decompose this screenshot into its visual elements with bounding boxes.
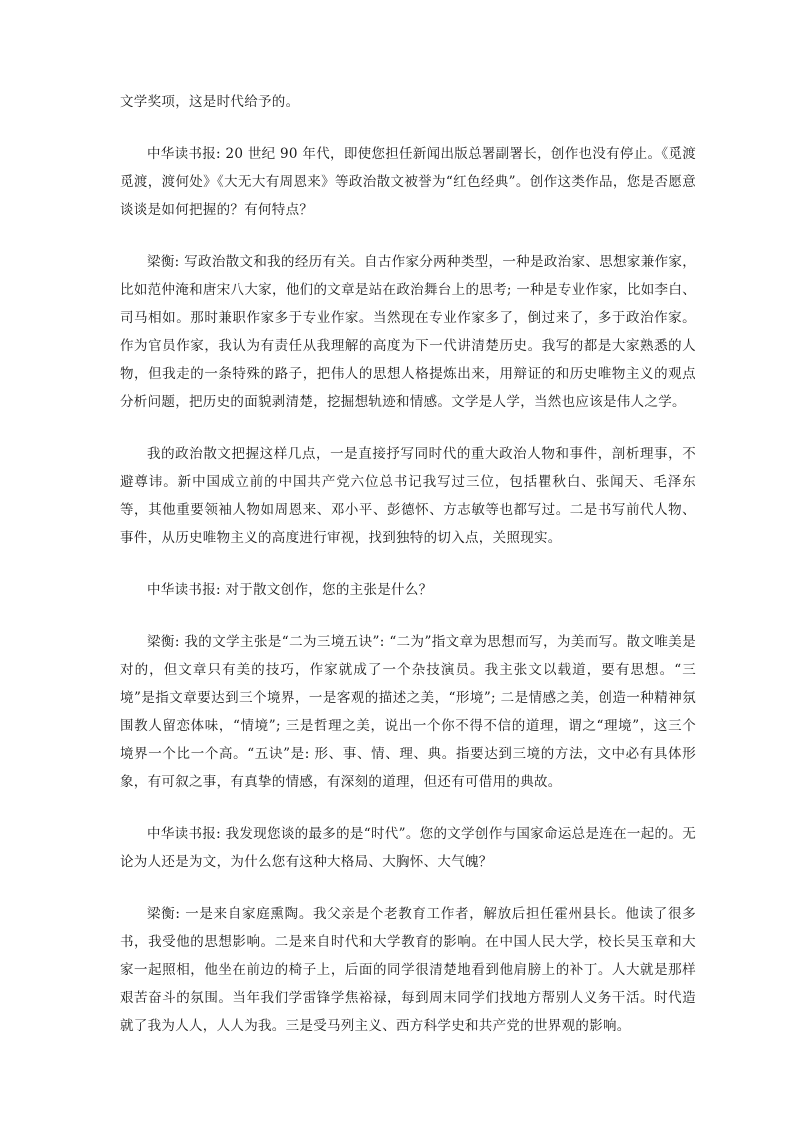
paragraph-question-era: 中华读书报: 我发现您谈的最多的是“时代”。您的文学创作与国家命运总是连在一起的。无论为人还是为文，为什么您有这种大格局、大胸怀、大气魄？ bbox=[120, 826, 696, 870]
document-page bbox=[120, 88, 696, 1064]
paragraph-question-prose-stance: 中华读书报: 对于散文创作，您的主张是什么？ bbox=[147, 582, 433, 598]
paragraph-award-continuation: 文学奖项，这是时代给予的。 bbox=[120, 94, 300, 110]
paragraph-answer-prose-stance: 梁衡: 我的文学主张是“二为三境五诀”: “二为”指文章为思想而写，为美而写。散文唯美是对的，但文章只有美的技巧，作家就成了一个杂技演员。我主张文以载道，要有思想。“三境”是指文章要达到三个境界，一是客观的描述之美，“形境”; 二是情感之美，创造一种精神氛围教人留恋体味，“情境”; 三是哲理之美，说出一个你不得不信的道理，谓之“理境”，这三个境界一个比一个高。“五诀”是: 形、事、情、理、典。指要达到三境的方法，文中必有具体形象，有可叙之事，有真挚的情感，有深刻的道理，但还有可借用的典故。 bbox=[120, 634, 696, 790]
paragraph-answer-political-prose: 梁衡: 写政治散文和我的经历有关。自古作家分两种类型，一种是政治家、思想家兼作家，比如范仲淹和唐宋八大家，他们的文章是站在政治舞台上的思考; 一种是专业作家，比如李白、司马相如。那时兼职作家多于专业作家。当然现在专业作家多了，倒过来了，多于政治作家。作为官员作家，我认为有责任从我理解的高度为下一代讲清楚历史。我写的都是大家熟悉的人物，但我走的一条特殊的路子，把伟人的思想人格提炼出来，用辩证的和历史唯物主义的观点分析问题，把历史的面貌剥清楚，挖掘想轨迹和情感。文学是人学，当然也应该是伟人之学。 bbox=[120, 254, 696, 410]
paragraph-question-political-prose: 中华读书报: 20 世纪 90 年代，即使您担任新闻出版总署副署长，创作也没有停止。《觅渡觅渡，渡何处》《大无大有周恩来》等政治散文被誉为“红色经典”。创作这类作品，您是否愿意谈谈是如何把握的？有何特点？ bbox=[120, 146, 696, 218]
paragraph-answer-era: 梁衡: 一是来自家庭熏陶。我父亲是个老教育工作者，解放后担任霍州县长。他读了很多书，我受他的思想影响。二是来自时代和大学教育的影响。在中国人民大学，校长吴玉章和大家一起照相，他坐在前边的椅子上，后面的同学很清楚地看到他肩膀上的补丁。人大就是那样艰苦奋斗的氛围。当年我们学雷锋学焦裕禄，每到周末同学们找地方帮别人义务干活。时代造就了我为人人，人人为我。三是受马列主义、西方科学史和共产党的世界观的影响。 bbox=[120, 906, 696, 1034]
paragraph-political-prose-points: 我的政治散文把握这样几点，一是直接抒写同时代的重大政治人物和事件，剖析理事，不避尊讳。新中国成立前的中国共产党六位总书记我写过三位，包括瞿秋白、张闻天、毛泽东等，其他重要领袖人物如周恩来、邓小平、彭德怀、方志敏等也都写过。二是书写前代人物、事件，从历史唯物主义的高度进行审视，找到独特的切入点，关照现实。 bbox=[120, 446, 696, 546]
